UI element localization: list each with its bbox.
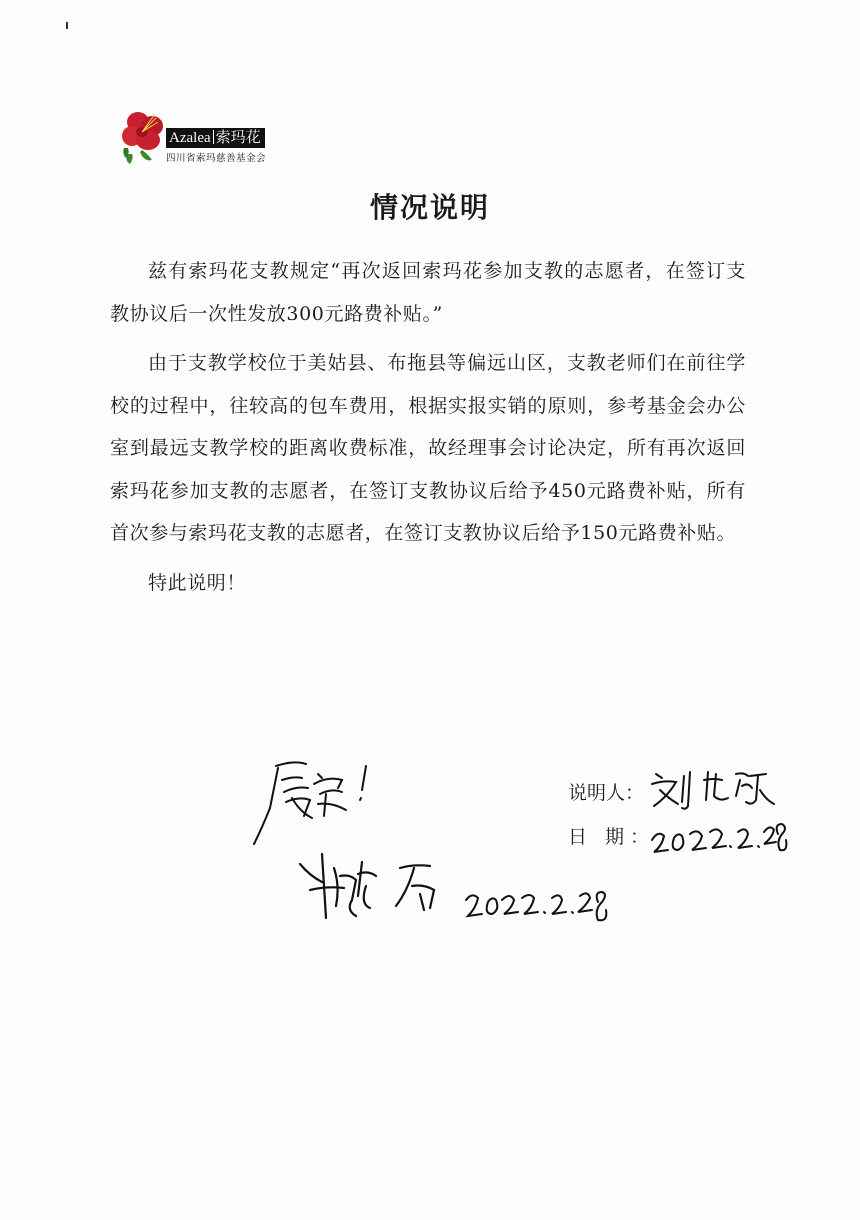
logo-brand-en: Azalea <box>169 130 211 146</box>
azalea-flower-icon <box>122 108 170 166</box>
explainer-label: 说明人： <box>568 782 645 804</box>
scan-mark <box>66 22 68 29</box>
explainer-date-handwriting <box>648 818 788 866</box>
paragraph-closing: 特此说明！ <box>148 571 247 594</box>
approval-handwriting <box>248 752 388 848</box>
paragraph-decision: 由于支教学校位于美姑县、布拖县等偏远山区，支教老师们在前往学校的过程中，往较高的包车费用，根据实报实销的原则，参考基金会办公室到最远支教学校的距离收费标准，故经理事会讨论决定，所有再次返回索玛花参加支教的志愿者，在签订支教协议后给予450元路费补贴，所有首次参与索玛花支教的志愿者，在签订支教协议后给予150元路费补贴。 <box>110 352 746 544</box>
explainer-signature-drawing <box>648 766 778 812</box>
paragraph-rule: 兹有索玛花支教规定“再次返回索玛花参加支教的志愿者，在签订支教协议后一次性发放300元路费补贴。” <box>110 260 746 325</box>
approval-handwriting-drawing <box>248 752 388 848</box>
logo-org-name: 四川省索玛慈善基金会 <box>166 153 267 164</box>
document-title: 情况说明 <box>369 191 490 224</box>
logo-separator <box>213 130 214 144</box>
explainer-signature <box>648 766 778 816</box>
date-label: 日 期： <box>568 826 656 848</box>
explainer-date-drawing <box>648 818 788 862</box>
logo-brand-cn: 索玛花 <box>215 130 261 146</box>
approval-date-drawing <box>462 880 612 928</box>
approval-date-handwriting <box>462 880 612 932</box>
document-body <box>110 250 746 604</box>
approver-signature <box>296 846 466 930</box>
logo-brand-bar <box>166 128 265 148</box>
approver-signature-drawing <box>296 846 466 926</box>
foundation-logo <box>122 108 282 166</box>
